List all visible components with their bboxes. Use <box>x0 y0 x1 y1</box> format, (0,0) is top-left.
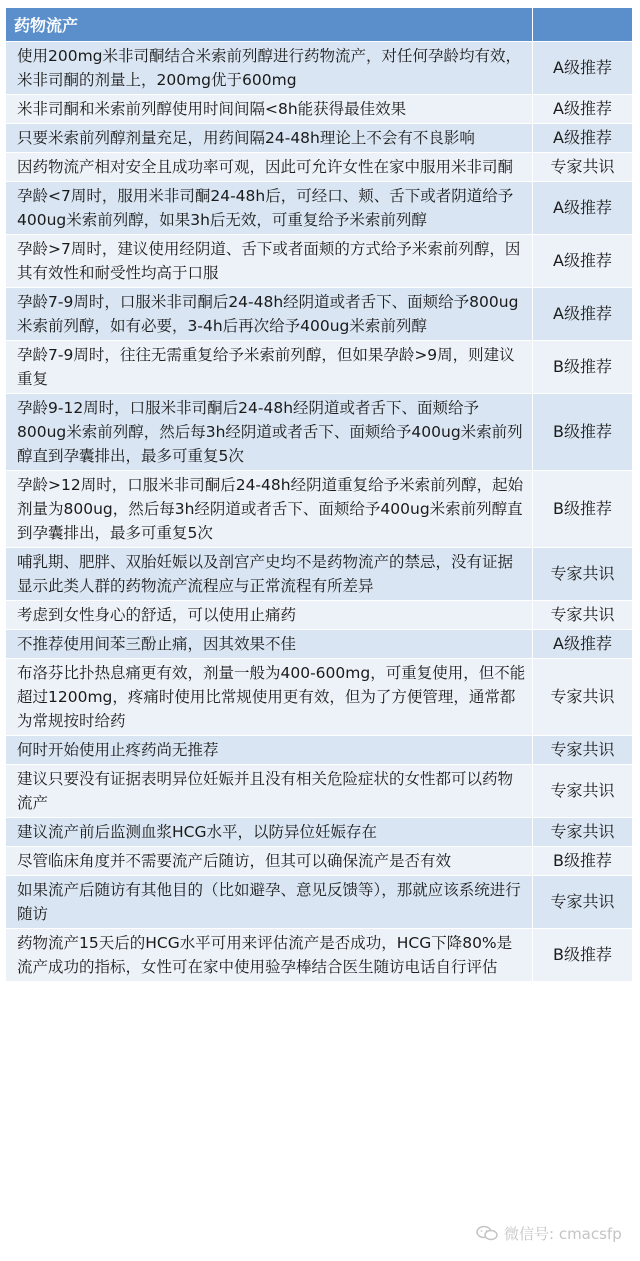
grade-label: A级推荐 <box>533 95 633 124</box>
grade-label: A级推荐 <box>533 42 633 95</box>
grade-label: A级推荐 <box>533 630 633 659</box>
table-row <box>6 765 633 818</box>
watermark <box>476 1218 622 1248</box>
table-row <box>6 630 633 659</box>
table-row <box>6 235 633 288</box>
recommendation-text: 不推荐使用间苯三酚止痛，因其效果不佳 <box>6 630 533 659</box>
grade-label: A级推荐 <box>533 182 633 235</box>
grade-label: A级推荐 <box>533 124 633 153</box>
recommendation-text: 尽管临床角度并不需要流产后随访，但其可以确保流产是否有效 <box>6 847 533 876</box>
table-row <box>6 288 633 341</box>
table-row <box>6 394 633 471</box>
recommendation-text: 考虑到女性身心的舒适，可以使用止痛药 <box>6 601 533 630</box>
recommendation-text: 只要米索前列醇剂量充足，用药间隔24-48h理论上不会有不良影响 <box>6 124 533 153</box>
grade-label: B级推荐 <box>533 471 633 548</box>
table-row <box>6 182 633 235</box>
recommendation-text: 使用200mg米非司酮结合米索前列醇进行药物流产，对任何孕龄均有效，米非司酮的剂量上，200mg优于600mg <box>6 42 533 95</box>
watermark-text: 微信号: cmacsfp <box>504 1224 622 1243</box>
table-row <box>6 876 633 929</box>
table-row <box>6 124 633 153</box>
table-row <box>6 548 633 601</box>
recommendation-text: 哺乳期、肥胖、双胎妊娠以及剖宫产史均不是药物流产的禁忌，没有证据显示此类人群的药物流产流程应与正常流程有所差异 <box>6 548 533 601</box>
grade-label: 专家共识 <box>533 876 633 929</box>
table-row <box>6 659 633 736</box>
recommendation-text: 孕龄7-9周时，口服米非司酮后24-48h经阴道或者舌下、面颊给予800ug米索前列醇，如有必要，3-4h后再次给予400ug米索前列醇 <box>6 288 533 341</box>
table-row <box>6 818 633 847</box>
recommendation-text: 孕龄7-9周时，往往无需重复给予米索前列醇，但如果孕龄>9周，则建议重复 <box>6 341 533 394</box>
table-row <box>6 341 633 394</box>
grade-label: B级推荐 <box>533 929 633 982</box>
recommendation-text: 建议流产前后监测血浆HCG水平，以防异位妊娠存在 <box>6 818 533 847</box>
table-header-row <box>6 8 633 42</box>
grade-label: A级推荐 <box>533 288 633 341</box>
recommendation-text: 孕龄<7周时，服用米非司酮24-48h后，可经口、颊、舌下或者阴道给予400ug米索前列醇，如果3h后无效，可重复给予米索前列醇 <box>6 182 533 235</box>
grade-label: 专家共识 <box>533 601 633 630</box>
table-row <box>6 42 633 95</box>
grade-label: B级推荐 <box>533 394 633 471</box>
wechat-icon <box>476 1225 498 1241</box>
table-row <box>6 929 633 982</box>
table-row <box>6 153 633 182</box>
table-title: 药物流产 <box>6 8 533 42</box>
recommendation-text: 孕龄9-12周时，口服米非司酮后24-48h经阴道或者舌下、面颊给予800ug米索前列醇，然后每3h经阴道或者舌下、面颊给予400ug米索前列醇直到孕囊排出，最多可重复5次 <box>6 394 533 471</box>
grade-label: 专家共识 <box>533 736 633 765</box>
table-row <box>6 847 633 876</box>
table-row <box>6 471 633 548</box>
table-row <box>6 601 633 630</box>
recommendation-text: 米非司酮和米索前列醇使用时间间隔<8h能获得最佳效果 <box>6 95 533 124</box>
recommendation-text: 因药物流产相对安全且成功率可观，因此可允许女性在家中服用米非司酮 <box>6 153 533 182</box>
recommendation-table <box>5 7 633 982</box>
grade-label: B级推荐 <box>533 847 633 876</box>
table-row <box>6 95 633 124</box>
grade-label: 专家共识 <box>533 659 633 736</box>
grade-label: 专家共识 <box>533 548 633 601</box>
grade-label: 专家共识 <box>533 818 633 847</box>
recommendation-text: 布洛芬比扑热息痛更有效，剂量一般为400-600mg，可重复使用，但不能超过1200mg，疼痛时使用比常规使用更有效，但为了方便管理，通常都为常规按时给药 <box>6 659 533 736</box>
table-body <box>6 42 633 982</box>
recommendation-text: 建议只要没有证据表明异位妊娠并且没有相关危险症状的女性都可以药物流产 <box>6 765 533 818</box>
grade-label: 专家共识 <box>533 765 633 818</box>
recommendation-text: 孕龄>12周时，口服米非司酮后24-48h经阴道重复给予米索前列醇，起始剂量为800ug，然后每3h经阴道或者舌下、面颊给予400ug米索前列醇直到孕囊排出，最多可重复5次 <box>6 471 533 548</box>
recommendation-text: 孕龄>7周时，建议使用经阴道、舌下或者面颊的方式给予米索前列醇，因其有效性和耐受性均高于口服 <box>6 235 533 288</box>
grade-column-header <box>533 8 633 42</box>
recommendation-text: 药物流产15天后的HCG水平可用来评估流产是否成功，HCG下降80%是流产成功的指标，女性可在家中使用验孕棒结合医生随访电话自行评估 <box>6 929 533 982</box>
grade-label: A级推荐 <box>533 235 633 288</box>
recommendation-text: 何时开始使用止疼药尚无推荐 <box>6 736 533 765</box>
table-row <box>6 736 633 765</box>
recommendation-text: 如果流产后随访有其他目的（比如避孕、意见反馈等），那就应该系统进行随访 <box>6 876 533 929</box>
grade-label: B级推荐 <box>533 341 633 394</box>
grade-label: 专家共识 <box>533 153 633 182</box>
